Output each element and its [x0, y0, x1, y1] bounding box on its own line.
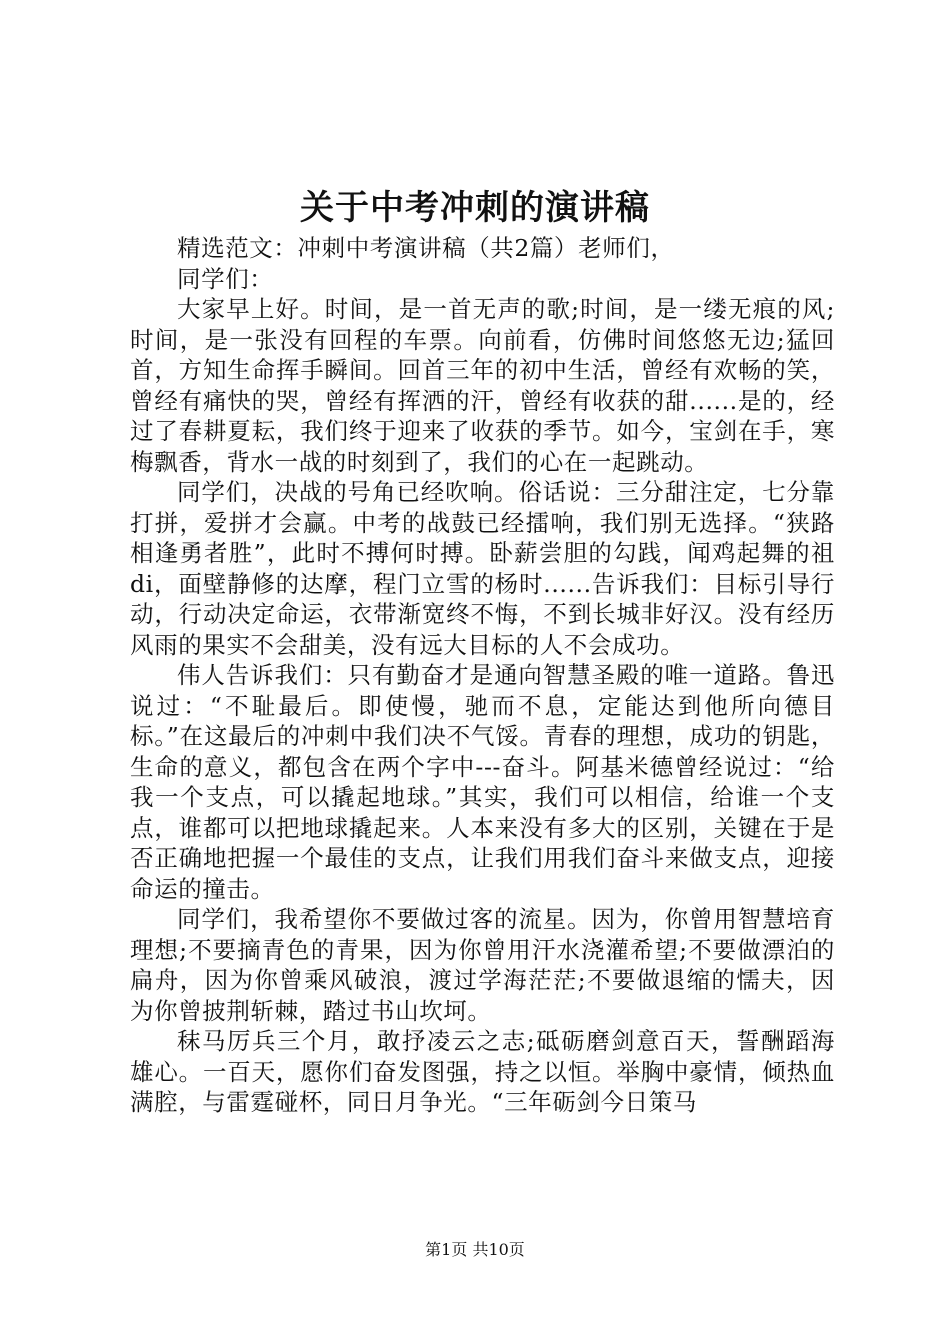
paragraph: 同学们： [177, 264, 274, 293]
document-body [130, 233, 835, 1118]
paragraph: 大家早上好。时间，是一首无声的歌;时间，是一缕无痕的风;时间，是一张没有回程的车票。向前看，仿佛时间悠悠无边;猛回首，方知生命挥手瞬间。回首三年的初中生活，曾经有欢畅的笑，曾经有痛快的哭，曾经有挥洒的汗，曾经有收获的甜......是的，经过了春耕夏耘，我们终于迎来了收获的季节。如今，宝剑在手，寒梅飘香，背水一战的时刻到了，我们的心在一起跳动。 [130, 295, 835, 476]
paragraph: 伟人告诉我们：只有勤奋才是通向智慧圣殿的唯一道路。鲁迅说过：“不耻最后。即使慢，驰而不息，定能达到他所向德目标。”在这最后的冲刺中我们决不气馁。青春的理想，成功的钥匙，生命的意义，都包含在两个字中---奋斗。阿基米德曾经说过：“给我一个支点，可以撬起地球。”其实，我们可以相信，给谁一个支点，谁都可以把地球撬起来。人本来没有多大的区别，关键在于是否正确地把握一个最佳的支点，让我们用我们奋斗来做支点，迎接命运的撞击。 [130, 661, 835, 903]
paragraph: 秣马厉兵三个月，敢抒凌云之志;砥砺磨剑意百天，誓酬蹈海雄心。一百天，愿你们奋发图强，持之以恒。举胸中豪情，倾热血满腔，与雷霆碰杯，同日月争光。“三年砺剑今日策马 [130, 1027, 835, 1116]
document-title: 关于中考冲刺的演讲稿 [300, 188, 650, 228]
paragraph: 同学们，我希望你不要做过客的流星。因为，你曾用智慧培育理想;不要摘青色的青果，因为你曾用汗水浇灌希望;不要做漂泊的扁舟，因为你曾乘风破浪，渡过学海茫茫;不要做退缩的懦夫，因为你曾披荆斩棘，踏过书山坎坷。 [130, 905, 835, 1025]
paragraph: 精选范文：冲刺中考演讲稿（共2篇）老师们， [177, 234, 675, 262]
page-number-footer: 第1页 共10页 [425, 1240, 525, 1259]
paragraph: 同学们，决战的号角已经吹响。俗话说：三分甜注定，七分靠打拼，爱拼才会赢。中考的战鼓已经擂响，我们别无选择。“狭路相逢勇者胜”，此时不搏何时搏。卧薪尝胆的勾践，闻鸡起舞的祖di，面壁静修的达摩，程门立雪的杨时......告诉我们：目标引导行动，行动决定命运，衣带渐宽终不悔，不到长城非好汉。没有经历风雨的果实不会甜美，没有远大目标的人不会成功。 [130, 478, 835, 659]
